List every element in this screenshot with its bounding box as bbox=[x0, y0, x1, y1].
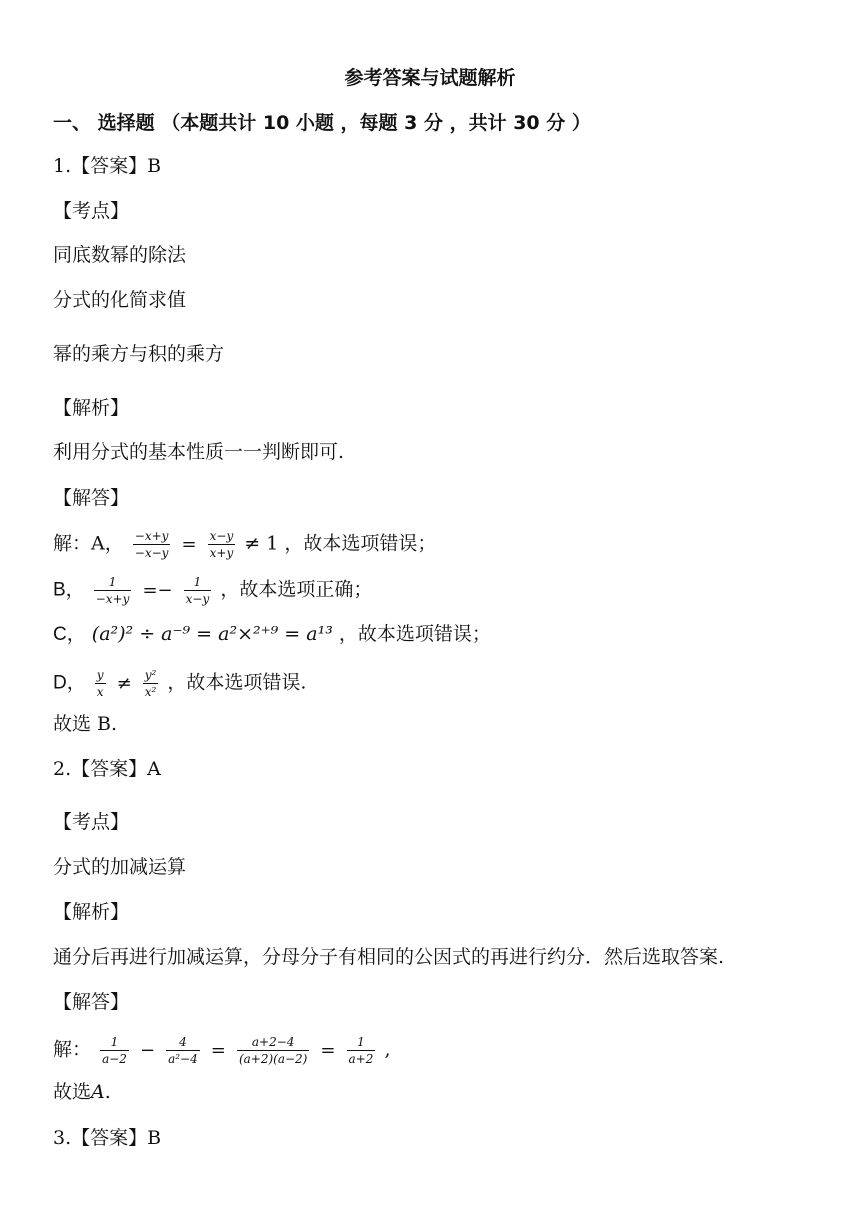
option-c-prefix: C， bbox=[53, 624, 86, 645]
fraction: $\frac{-x+y}{-x-y}$ bbox=[134, 529, 169, 560]
option-a-prefix: 解：A， bbox=[53, 532, 124, 555]
q3-answer: 3.【答案】B bbox=[53, 1127, 162, 1149]
q1-option-c bbox=[53, 622, 491, 647]
q2-jiexi-text: 通分后再进行加减运算，分母分子有相同的公因式的再进行约分．然后选取答案. bbox=[53, 946, 725, 968]
fraction: $\frac{y}{x}$ bbox=[96, 668, 104, 699]
q1-jiexi-text: 利用分式的基本性质一一判断即可. bbox=[53, 441, 345, 463]
q1-jiexi-label: 【解析】 bbox=[53, 397, 130, 419]
solution-prefix: 解： bbox=[53, 1038, 92, 1061]
q2-solution: 解： $\frac{1}{a-2}$ − $\frac{4}{\text{a²−4}}$ = $\frac{a+2-4}{(a+2)(a-2)}$ = $\frac{1}{a+2}$ , bbox=[53, 1035, 391, 1066]
q2-conclusion: 故选A. bbox=[53, 1081, 111, 1103]
q1-kaodian-item: 分式的化简求值 bbox=[53, 289, 187, 311]
fraction: $\frac{1}{x-y}$ bbox=[185, 575, 210, 606]
q1-option-b bbox=[53, 575, 372, 606]
fraction: $\frac{x-y}{x+y}$ bbox=[209, 529, 234, 560]
page-title: 参考答案与试题解析 bbox=[344, 67, 516, 89]
option-b-mid: =− bbox=[142, 579, 173, 601]
q2-jiexi-label: 【解析】 bbox=[53, 901, 130, 923]
fraction: $\frac{1}{-x+y}$ bbox=[95, 575, 130, 606]
q1-option-a: 解：A， $\frac{-x+y}{-x-y}$ = $\frac{x-y}{x+y}$ ≠ 1 ，故本选项错误； bbox=[53, 529, 437, 560]
q2-answer: 2.【答案】A bbox=[53, 758, 161, 780]
q1-jieda-label: 【解答】 bbox=[53, 487, 130, 509]
option-d-comment: ，故本选项错误. bbox=[167, 671, 307, 694]
q1-kaodian-label: 【考点】 bbox=[53, 200, 130, 222]
q2-kaodian-item: 分式的加减运算 bbox=[53, 856, 187, 878]
option-c-comment: ，故本选项错误； bbox=[338, 623, 491, 645]
fraction: $\frac{a+2-4}{(a+2)(a-2)}$ bbox=[238, 1035, 308, 1066]
option-d-neq: ≠ bbox=[116, 672, 132, 694]
option-a-comment: ，故本选项错误； bbox=[284, 532, 437, 555]
fraction: $\frac{1}{a-2}$ bbox=[102, 1035, 127, 1066]
q2-kaodian-label: 【考点】 bbox=[53, 811, 130, 833]
option-c-expression: (a²)² ÷ a⁻⁹ = a²×²⁺⁹ = a¹³ bbox=[91, 623, 333, 645]
option-d-prefix: D， bbox=[53, 672, 86, 694]
fraction: $\frac{4}{\text{a²−4}}$ bbox=[168, 1035, 198, 1066]
q1-kaodian-item: 幂的乘方与积的乘方 bbox=[53, 343, 225, 365]
fraction: $\frac{\text{y²}}{\text{x²}}$ bbox=[144, 668, 157, 699]
q1-answer: 1.【答案】B bbox=[53, 155, 162, 177]
q2-jieda-label: 【解答】 bbox=[53, 991, 130, 1013]
q1-conclusion: 故选 B. bbox=[53, 713, 118, 735]
option-a-rhs: ≠ 1 bbox=[244, 532, 279, 555]
section-heading: 一、 选择题 （本题共计 10 小题 ，每题 3 分 ，共计 30 分 ） bbox=[53, 112, 591, 134]
option-b-comment: ，故本选项正确； bbox=[220, 578, 373, 601]
fraction: $\frac{1}{a+2}$ bbox=[348, 1035, 374, 1066]
q1-option-d bbox=[53, 668, 306, 699]
q1-kaodian-item: 同底数幂的除法 bbox=[53, 244, 187, 266]
option-b-prefix: B， bbox=[53, 579, 85, 601]
